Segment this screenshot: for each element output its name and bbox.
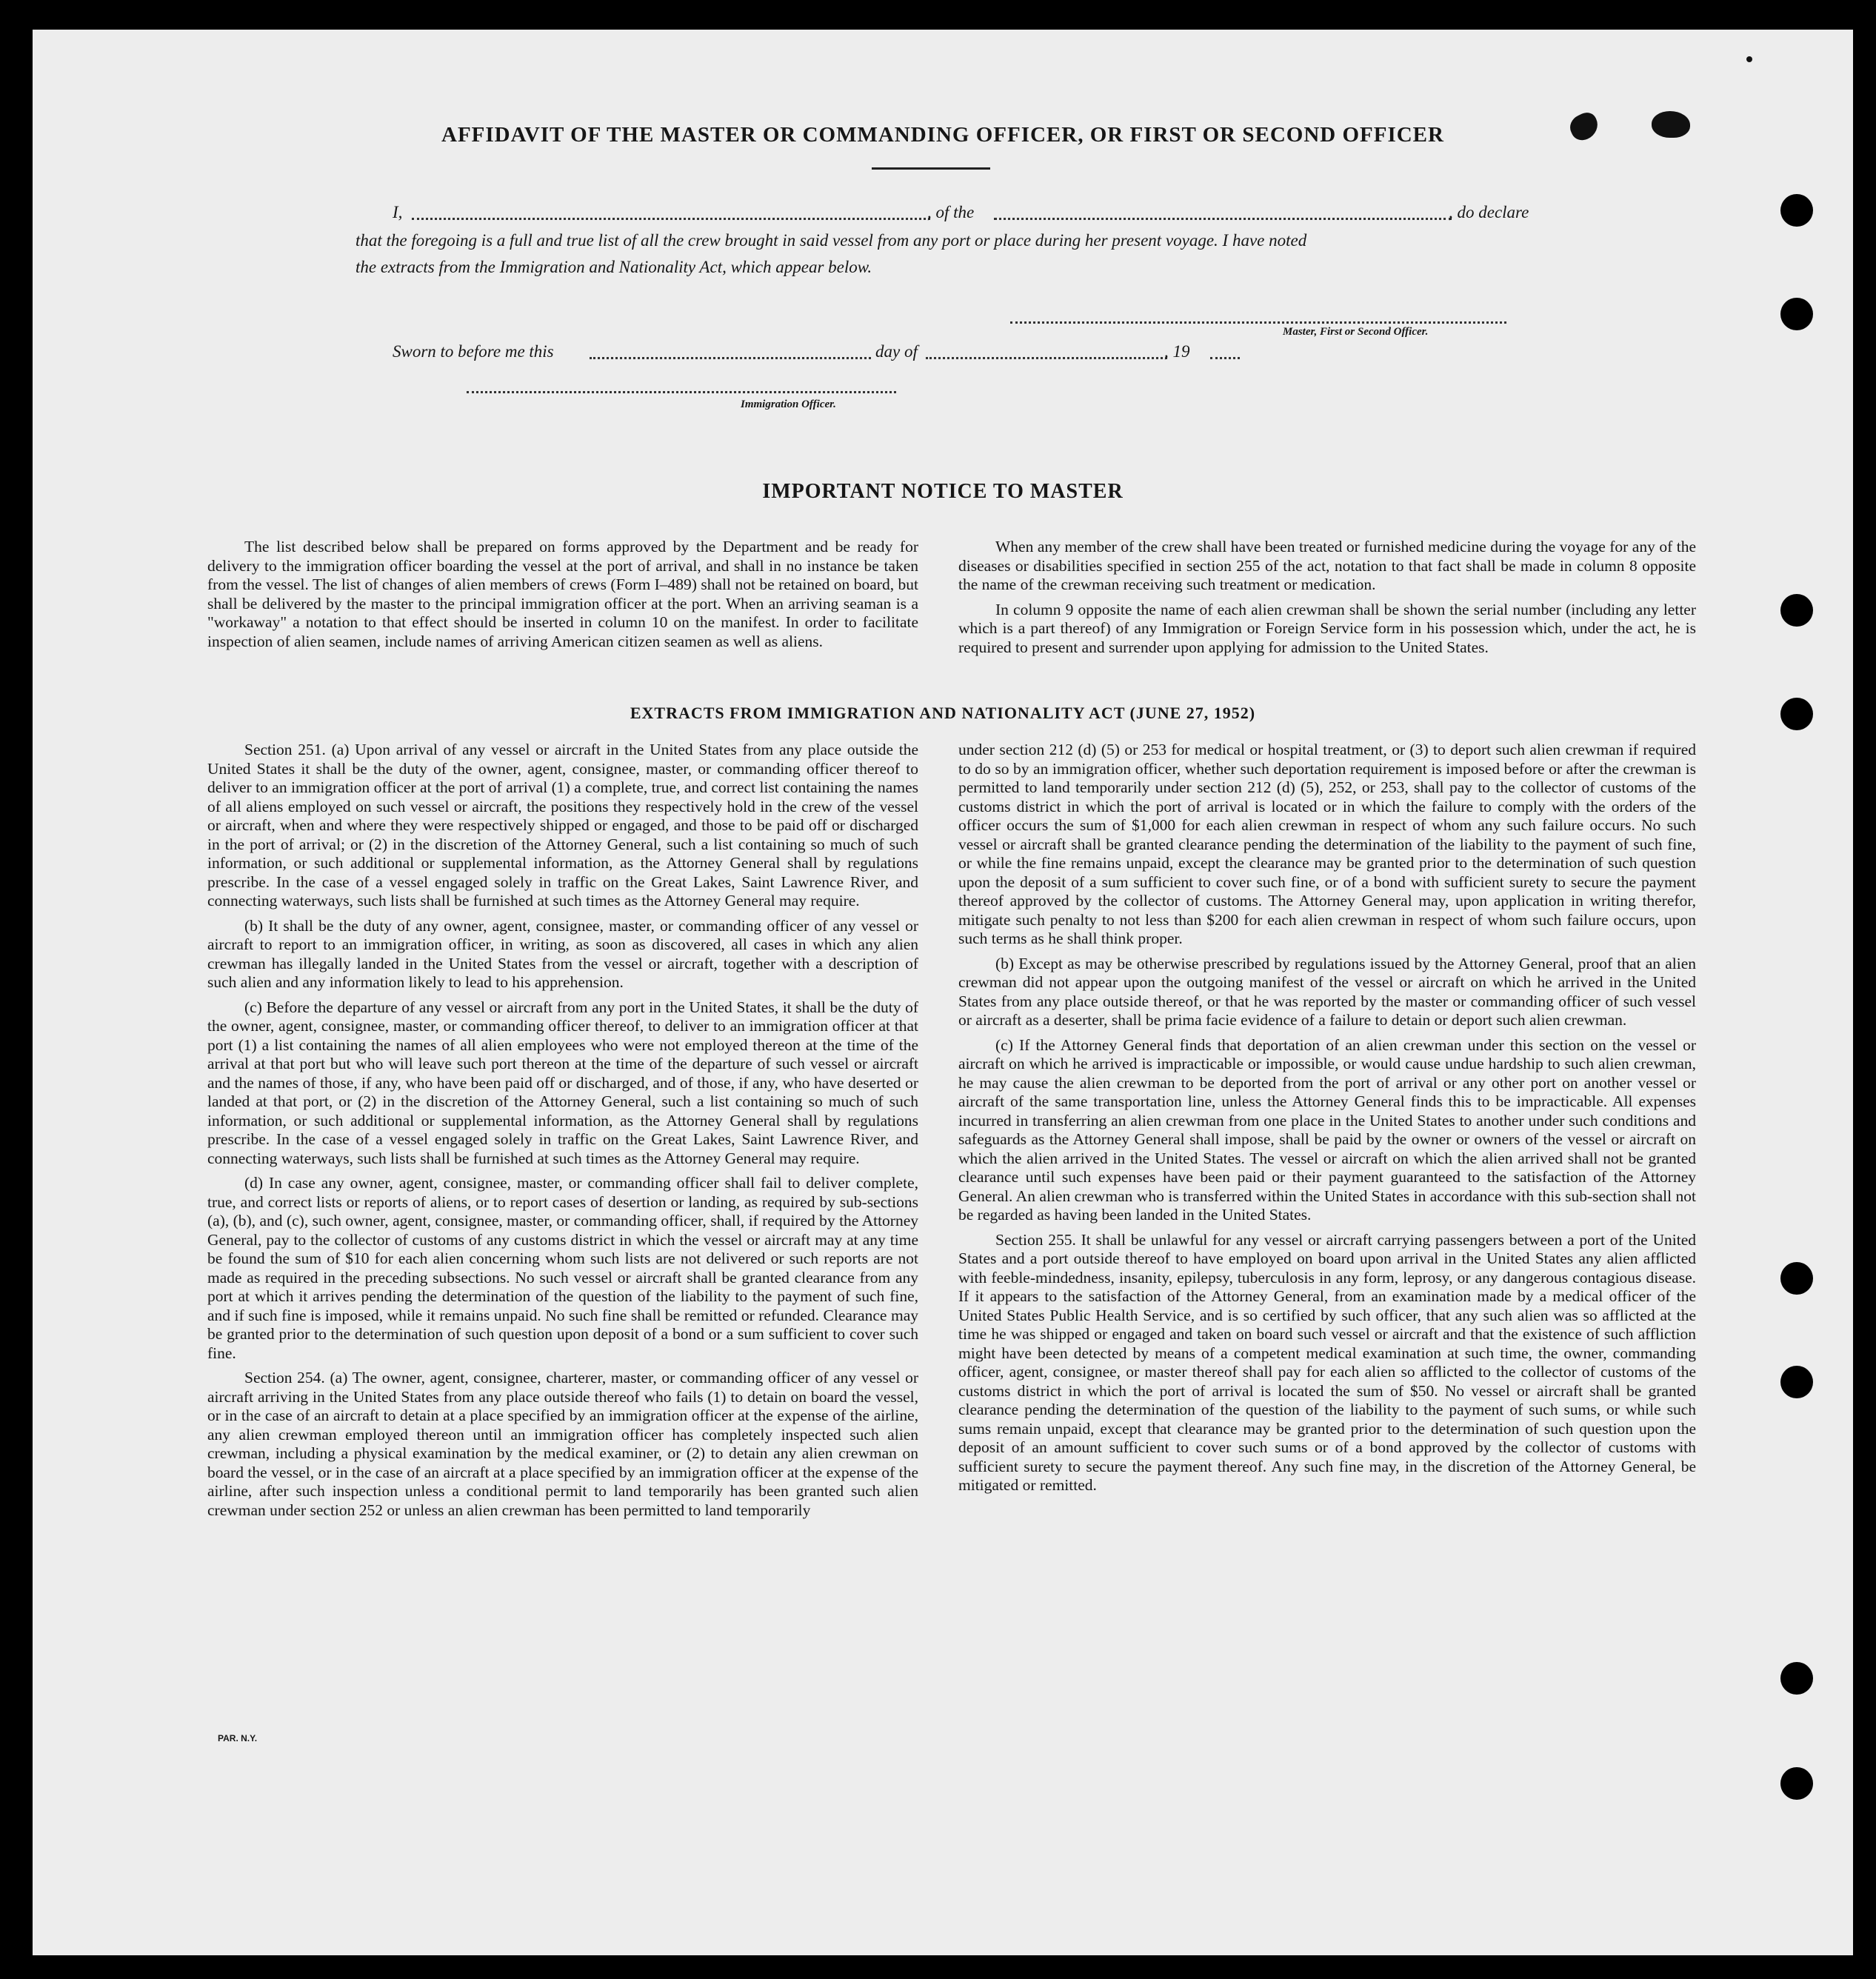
binder-hole (1780, 698, 1813, 730)
binder-hole (1780, 1662, 1813, 1695)
declarant-name-field[interactable] (412, 218, 930, 220)
sworn-month-field[interactable] (926, 357, 1167, 359)
printer-mark: PAR. N.Y. (218, 1733, 258, 1743)
binder-hole (1780, 594, 1813, 627)
binder-hole (1780, 1767, 1813, 1800)
binder-hole (1780, 1262, 1813, 1295)
vessel-name-field[interactable] (994, 218, 1452, 220)
ink-blot (1652, 111, 1690, 138)
section-251-d: (d) In case any owner, agent, consignee, master, or commanding officer shall fail to deliver complete, true, and correct lists or reports of aliens, or to report cases of desertion or landing, as required by sub-sections (a), (b), and (c), such owner, agent, consignee, master, or commanding officer, shall, if required by the Attorney General, pay to the collector of customs of any customs district in which the vessel or aircraft may at any time be found the sum of $10 for each alien concerning whom such lists are not delivered or such reports are not made as required in the preceding subsections. No such vessel or aircraft shall be granted clearance from any port at which it arrives pending the determination of the question of the liability to the payment of such fine, and if such fine is imposed, while it remains unpaid. No such fine shall be remitted or refunded. Clearance may be granted prior to the determination of such question upon deposit of a bond or a sum sufficient to cover such fine. (207, 1174, 918, 1362)
declaration-line-3: the extracts from the Immigration and Nationality Act, which appear below. (355, 258, 872, 276)
binder-hole (1780, 298, 1813, 330)
officer-signature-field[interactable] (467, 391, 896, 393)
notice-right-paragraph-1: When any member of the crew shall have been treated or furnished medicine during the voyage for any of the diseases or disabilities specified in section 255 of the act, notation to that fact shall be made in column 8 opposite the name of the crewman receiving such treatment or medication. (958, 538, 1696, 593)
notice-right-paragraph-2: In column 9 opposite the name of each alien crewman shall be shown the serial number (including any letter which is a part thereof) of any Immigration or Foreign Service form in his possession which, under the act, he is required to present and surrender upon applying for admission to the United States. (958, 600, 1696, 656)
notice-right-column (958, 538, 1696, 663)
sworn-day-field[interactable] (590, 357, 871, 359)
sworn-year: , 19 (1164, 342, 1190, 361)
sworn-year-field[interactable] (1210, 357, 1240, 359)
sworn-prefix: Sworn to before me this (393, 342, 554, 361)
section-251-c: (c) Before the departure of any vessel or aircraft from any port in the United States, it shall be the duty of the owner, agent, consignee, master, or commanding officer thereof, to deliver to an immigration officer at that port (1) a list containing the names of all alien employees who were not employed thereon at the time of the arrival at that port but who will leave such port thereon at the time of the departure of such vessel or aircraft and the names of those, if any, who have been paid off or discharged, and of those, if any, who have deserted or landed at that port, or (2) in the discretion of the Attorney General, such a list containing so much of such information, or such additional or supplemental information, as the Attorney General shall by regulations prescribe. In the case of a vessel engaged solely in traffic on the Great Lakes, Saint Lawrence River, and connecting waterways, such lists shall be furnished at such times as the Attorney General may require. (207, 998, 918, 1167)
section-254-c: (c) If the Attorney General finds that deportation of an alien crewman under this section on the vessel or aircraft on which he arrived is impracticable or impossible, or would cause undue hardship to such alien crewman, he may cause the alien crewman to be deported from the port of arrival or any other port on another vessel or aircraft of the same transportation line, unless the Attorney General finds this to be impracticable. All expenses incurred in transferring an alien crewman from one place in the United States to another under such conditions and safeguards as the Attorney General shall impose, shall be paid by the owner or owners of the vessel or aircraft on which the alien arrived in the United States. The vessel or aircraft on which the alien arrived shall not be granted clearance until such expenses have been paid or their payment guaranteed to the satisfaction of the Attorney General. An alien crewman who is transferred within the United States in accordance with this sub-section shall not be regarded as having been landed in the United States. (958, 1035, 1696, 1224)
section-254-a-continued: under section 212 (d) (5) or 253 for medical or hospital treatment, or (3) to deport such alien crewman if required to do so by an immigration officer, whether such deportation requirement is imposed before or after the crewman is permitted to land temporarily under section 212 (d) (5), 252, or 253, shall pay to the collector of customs of the customs district in which the port of arrival is located or in which the failure to comply with the orders of the officer occurs the sum of $1,000 for each alien crewman in respect of whom any such failure occurs. No such vessel or aircraft shall be granted clearance pending the determination of the liability to the payment of such fine, or while the fine remains unpaid, except the clearance may be granted prior to the determination of such question upon the deposit of a sum sufficient to cover such fine, or of a bond with sufficient surety to secure the payment thereof approved by the collector of customs. The Attorney General may, upon application in writing therefor, mitigate such penalty to not less than $200 for each alien crewman in respect of whom such failure occurs, upon such terms as he shall think proper. (958, 741, 1696, 947)
ink-speck (1746, 56, 1752, 62)
extracts-right-column (958, 741, 1696, 1501)
title-underline (872, 167, 990, 170)
affidavit-title: AFFIDAVIT OF THE MASTER OR COMMANDING OFFICER, OR FIRST OR SECOND OFFICER (441, 123, 1444, 147)
notice-left-paragraph: The list described below shall be prepared on forms approved by the Department and be ready for delivery to the immigration officer boarding the vessel at the port of arrival, and shall in no instance be taken from the vessel. The list of changes of alien members of crews (Form I–489) shall not be retained on board, but shall be delivered by the master to the principal immigration officer at the port. When an arriving seaman is a "workaway" a notation to that effect should be inserted in column 10 on the manifest. In order to facilitate inspection of alien seamen, include names of arriving American citizen seamen as well as aliens. (207, 538, 918, 650)
master-signature-field[interactable] (1010, 321, 1506, 324)
master-signature-label: Master, First or Second Officer. (1283, 326, 1429, 338)
section-251-b: (b) It shall be the duty of any owner, agent, consignee, master, or commanding officer of any vessel or aircraft to report to an immigration officer, in writing, as soon as discovered, all cases in which any alien crewman has illegally landed in the United States from the vessel or aircraft, together with a description of such alien and any information likely to lead to his apprehension. (207, 916, 918, 991)
binder-hole (1780, 194, 1813, 227)
notice-title: IMPORTANT NOTICE TO MASTER (762, 480, 1124, 503)
extracts-title: EXTRACTS FROM IMMIGRATION AND NATIONALITY ACT (JUNE 27, 1952) (630, 704, 1256, 722)
section-255: Section 255. It shall be unlawful for any vessel or aircraft carrying passengers between a port of the United States and a port outside thereof to have employed on board upon arrival in the United States any alien afflicted with feeble-mindedness, insanity, epilepsy, tuberculosis in any form, leprosy, or any dangerous contagious disease. If it appears to the satisfaction of the Attorney General, from an examination made by a medical officer of the United States Public Health Service, and is so certified by such officer, that any such alien was so afflicted at the time he was shipped or engaged and taken on board such vessel or aircraft and that the existence of such affliction might have been detected by means of a competent medical examination at such time, the owner, commanding officer, agent, consignee, or master thereof shall pay for each alien so afflicted to the collector of customs of the customs district in which the port of arrival is located the sum of $50. No vessel or aircraft shall be granted clearance pending the determination of the question of the liability to the payment of such sums, or while such sums remain unpaid, except that clearance may be granted prior to the determination of such question upon the deposit of an amount sufficient to cover such sums or of a bond approved by the collector of customs with sufficient surety to secure the payment thereof. Any such fine may, in the discretion of the Attorney General, be mitigated or remitted. (958, 1230, 1696, 1494)
section-254-a: Section 254. (a) The owner, agent, consignee, charterer, master, or commanding officer of any vessel or aircraft arriving in the United States from any place outside thereof who fails (1) to detain on board the vessel, or in the case of an aircraft to detain at a place specified by an immigration officer at the expense of the airline, any alien crewman employed thereon until an immigration officer has completely inspected such alien crewman, including a physical examination by the medical examiner, or (2) to detain any alien crewman on board the vessel, or in the case of an aircraft at a place specified by an immigration officer at the expense of the airline, after such inspection unless a conditional permit to land temporarily has been granted such alien crewman under section 252 or unless an alien crewman has been permitted to land temporarily (207, 1369, 918, 1519)
sworn-day-of: day of (875, 342, 918, 361)
declaration-of-the: , of the (927, 203, 975, 221)
document-page (33, 30, 1853, 1955)
declaration-line-2: that the foregoing is a full and true list of all the crew brought in said vessel from any port or place during her present voyage. I have noted (355, 231, 1307, 250)
binder-hole (1780, 1366, 1813, 1398)
officer-signature-label: Immigration Officer. (741, 398, 836, 410)
extracts-left-column (207, 741, 918, 1526)
section-251-a: Section 251. (a) Upon arrival of any vessel or aircraft in the United States from any place outside the United States it shall be the duty of the owner, agent, consignee, master, or commanding officer thereof to deliver to an immigration officer at the port of arrival (1) a complete, true, and correct list containing the names of all aliens employed on such vessel or aircraft, the positions they respectively hold in the crew of the vessel or aircraft, when and where they were respectively shipped or engaged, and those to be paid off or discharged in the port of arrival; or (2) in the discretion of the Attorney General, such a list containing so much of such information, or such additional or supplemental information, as the Attorney General shall by regulations prescribe. In the case of a vessel engaged solely in traffic on the Great Lakes, Saint Lawrence River, and connecting waterways, such lists shall be furnished at such times as the Attorney General may require. (207, 741, 918, 910)
declaration-do-declare: , do declare (1449, 203, 1529, 221)
section-254-b: (b) Except as may be otherwise prescribed by regulations issued by the Attorney General, proof that an alien crewman did not appear upon the outgoing manifest of the vessel or aircraft on which he arrived in the United States from any place outside thereof, or that he was reported by the master or commanding officer of such vessel or aircraft as a deserter, shall be prima facie evidence of a failure to detain or deport such alien crewman. (958, 954, 1696, 1029)
declaration-i: I, (393, 203, 403, 221)
notice-left-column (207, 538, 918, 657)
